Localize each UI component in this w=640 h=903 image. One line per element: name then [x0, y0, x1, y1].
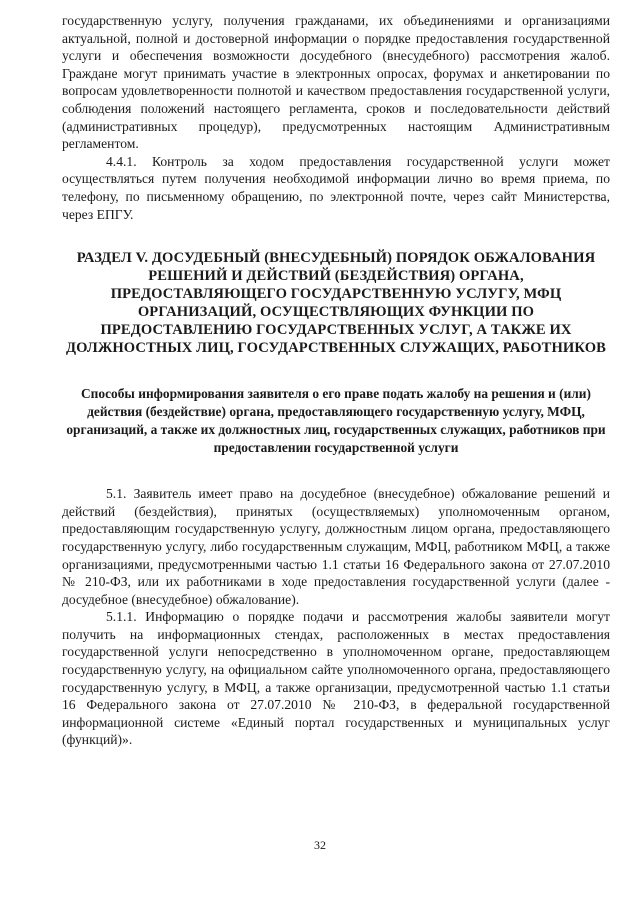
paragraph-4-4-1: 4.4.1. Контроль за ходом предоставления государственной услуги может осуществляться путем получения необходимой информации лично во время приема, по телефону, по письменному обращению, по электронной почте, через сайт Министерства, через ЕПГУ. — [62, 153, 610, 222]
subsection-title: Способы информирования заявителя о его праве подать жалобу на решения и (или) действия (бездействие) органа, предоставляющего государственную услугу, МФЦ, организаций, а также их должностных лиц, государственных служащих, работников при предоставлении государственной услуги — [66, 386, 606, 456]
section-title: РАЗДЕЛ V. ДОСУДЕБНЫЙ (ВНЕСУДЕБНЫЙ) ПОРЯДОК ОБЖАЛОВАНИЯ РЕШЕНИЙ И ДЕЙСТВИЙ (БЕЗДЕЙСТВИЯ) ОРГАНА, ПРЕДОСТАВЛЯЮЩЕГО ГОСУДАРСТВЕННУЮ УСЛУГУ, МФЦ ОРГАНИЗАЦИЙ, ОСУЩЕСТВЛЯЮЩИХ ФУНКЦИИ ПО ПРЕДОСТАВЛЕНИЮ ГОСУДАРСТВЕННЫХ УСЛУГ, А ТАКЖЕ ИХ ДОЛЖНОСТНЫХ ЛИЦ, ГОСУДАРСТВЕННЫХ СЛУЖАЩИХ, РАБОТНИКОВ — [65, 250, 606, 357]
paragraph-continuation: государственную услугу, получения гражданами, их объединениями и организациями актуальной, полной и достоверной информации о порядке предоставления государственной услуги и обеспечения возможности досудебного (внесудебного) рассмотрения жалоб. Граждане могут принимать участие в электронных опросах, форумах и анкетировании по вопросам удовлетворенности полнотой и качеством предоставления государственной услуги, соблюдения положений настоящего регламента, сроков и последовательности действий (административных процедур), предусмотренных настоящим Административным регламентом. — [62, 13, 610, 152]
document-page — [62, 12, 610, 749]
paragraph-5-1-1: 5.1.1. Информацию о порядке подачи и рассмотрения жалобы заявители могут получить на информационных стендах, расположенных в местах предоставления государственной услуги непосредственно в уполномоченном органе, предоставляющем государственную услугу, на официальном сайте уполномоченного органа, предоставляющего государственную услугу, в МФЦ, а также организации, предусмотренной частью 1.1 статьи 16 Федерального закона от 27.07.2010 № 210-ФЗ, в федеральной государственной информационной системе «Единый портал государственных и муниципальных услуг (функций)». — [62, 609, 610, 748]
paragraph-5-1: 5.1. Заявитель имеет право на досудебное (внесудебное) обжалование решений и действий (бездействия), принятых (осуществляемых) уполномоченным органом, предоставляющим государственную услугу, должностным лицом органа, предоставляющего государственную услугу, либо государственным служащим, МФЦ, работником МФЦ, а также организациями, предусмотренными частью 1.1 статьи 16 Федерального закона от 27.07.2010 № 210-ФЗ, или их работниками в ходе предоставления государственной услуги (далее - досудебное (внесудебное) обжалование). — [62, 486, 610, 607]
page-number: 32 — [314, 838, 326, 852]
